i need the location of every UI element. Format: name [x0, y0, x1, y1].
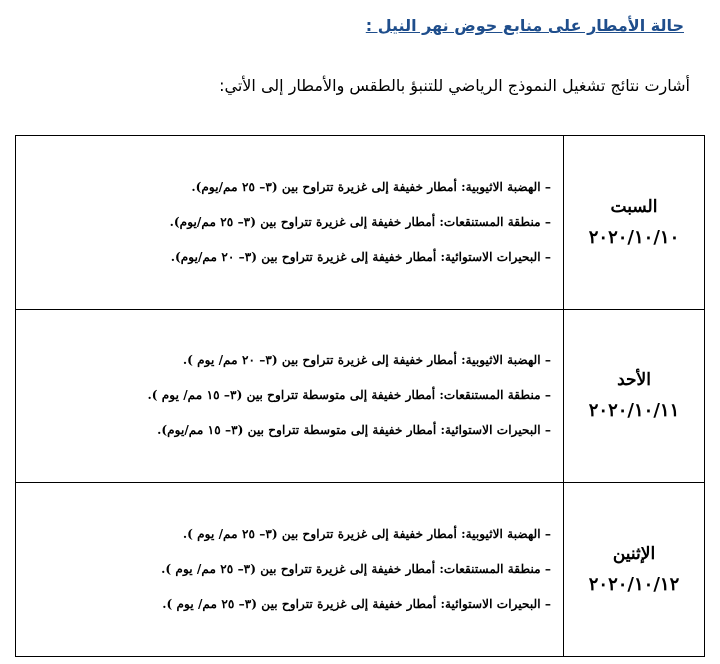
- forecast-table: [15, 135, 705, 657]
- day-name: الأحد: [617, 370, 651, 391]
- intro-paragraph: أشارت نتائج تشغيل النموذج الرياضي للتنبؤ بالطقس والأمطار إلى الأتي:: [219, 76, 690, 95]
- table-row: [16, 309, 705, 483]
- page-title: حالة الأمطار على منابع حوض نهر النيل :: [365, 16, 684, 35]
- table-row: [16, 136, 705, 310]
- day-date: ٢٠٢٠/١٠/١٠: [588, 226, 680, 248]
- forecast-lines-cell: [16, 483, 564, 657]
- forecast-line: – البحيرات الاستوائية: أمطار خفيفة إلى غزيرة تتراوح بين (٣– ٢٥ مم/ يوم ).: [162, 597, 551, 612]
- forecast-line: – البحيرات الاستوائية: أمطار خفيفة إلى متوسطة تتراوح بين (٣– ١٥ مم/يوم).: [157, 423, 551, 438]
- day-name: السبت: [610, 196, 658, 217]
- forecast-line: – الهضبة الاثيوبية: أمطار خفيفة إلى غزيرة تتراوح بين (٣– ٢٥ مم/يوم).: [191, 179, 551, 194]
- day-date: ٢٠٢٠/١٠/١٢: [588, 574, 680, 596]
- day-date: ٢٠٢٠/١٠/١١: [588, 400, 680, 422]
- day-cell: [564, 309, 705, 483]
- day-cell: [564, 483, 705, 657]
- day-cell: [564, 136, 705, 310]
- forecast-lines-cell: [16, 309, 564, 483]
- forecast-line: – البحيرات الاستوائية: أمطار خفيفة إلى غزيرة تتراوح بين (٣– ٢٠ مم/يوم).: [170, 249, 551, 264]
- forecast-line: – الهضبة الاثيوبية: أمطار خفيفة إلى غزيرة تتراوح بين (٣– ٢٠ مم/ يوم ).: [182, 353, 551, 368]
- forecast-line: – منطقة المستنقعات: أمطار خفيفة إلى متوسطة تتراوح بين (٣– ١٥ مم/ يوم ).: [147, 388, 551, 403]
- table-row: [16, 483, 705, 657]
- forecast-lines-cell: [16, 136, 564, 310]
- forecast-line: – الهضبة الاثيوبية: أمطار خفيفة إلى غزيرة تتراوح بين (٣– ٢٥ مم/ يوم ).: [182, 527, 551, 542]
- day-name: الإثنين: [612, 544, 656, 565]
- forecast-line: – منطقة المستنقعات: أمطار خفيفة إلى غزيرة تتراوح بين (٣– ٢٥ مم/ يوم ).: [161, 562, 551, 577]
- forecast-line: – منطقة المستنقعات: أمطار خفيفة إلى غزيرة تتراوح بين (٣– ٢٥ مم/يوم).: [169, 214, 551, 229]
